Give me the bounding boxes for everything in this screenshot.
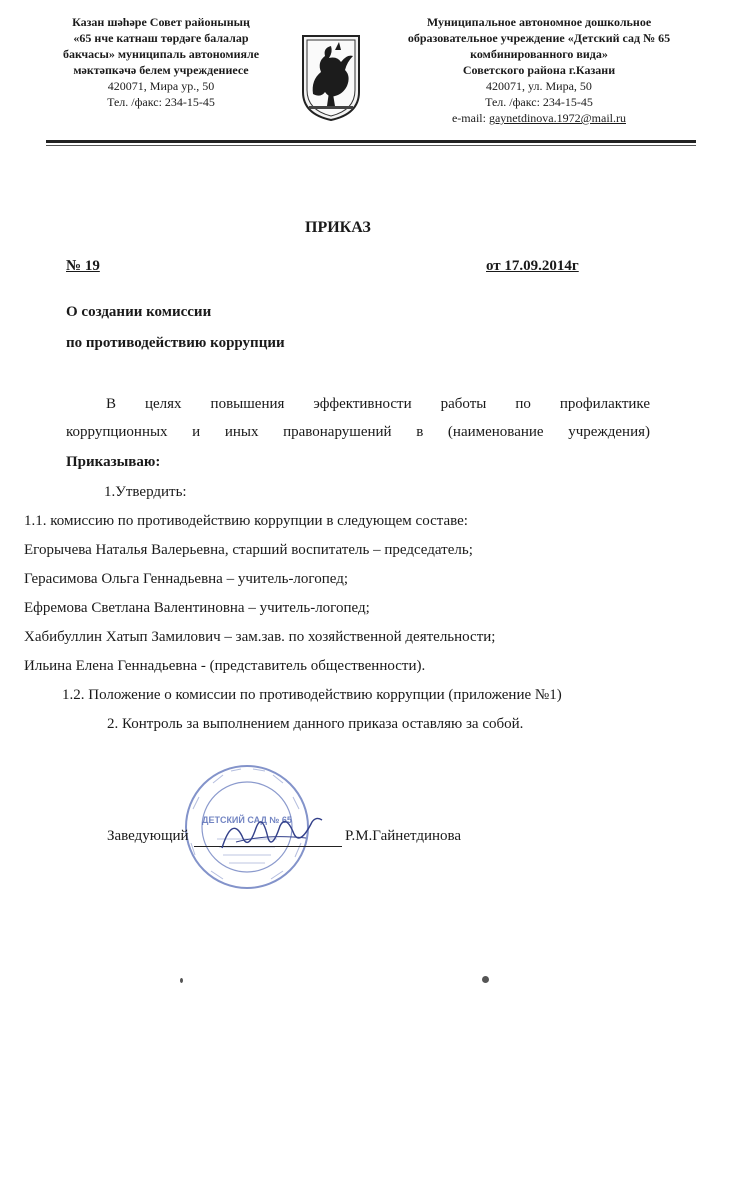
order-word: Приказываю:	[66, 454, 161, 470]
header-left-line1: Казан шәһәре Совет районының	[72, 15, 250, 29]
header-right-address: 420071, ул. Мира, 50	[486, 79, 592, 93]
item-1: 1.Утвердить:	[104, 484, 187, 500]
item-1-2: 1.2. Положение о комиссии по противодействию коррупции (приложение №1)	[62, 687, 562, 703]
commission-member: Ильина Елена Геннадьевна - (представитель общественности).	[24, 658, 426, 674]
order-date: от 17.09.2014г	[486, 258, 579, 274]
email-label: e-mail:	[451, 111, 489, 125]
signatory-name: Р.М.Гайнетдинова	[345, 828, 462, 844]
commission-member: Егорычева Наталья Валерьевна, старший воспитатель – председатель;	[24, 542, 473, 558]
subject-line-2: по противодействию коррупции	[66, 335, 285, 351]
header-right-email-row	[400, 110, 678, 126]
header-left-line3: бакчасы» муниципаль автономияле	[62, 47, 260, 61]
item-2: 2. Контроль за выполнением данного приказа оставляю за собой.	[107, 716, 524, 732]
header-right-line3: комбинированного вида»	[470, 47, 608, 61]
header-left	[46, 14, 276, 110]
header-left-phone: Тел. /факс: 234-15-45	[107, 95, 215, 109]
document-title: ПРИКАЗ	[305, 219, 371, 236]
order-number: № 19	[66, 258, 100, 274]
header-right-phone: Тел. /факс: 234-15-45	[485, 95, 593, 109]
subject-line-1: О создании комиссии	[66, 304, 212, 320]
email-link[interactable]: gaynetdinova.1972@mail.ru	[488, 111, 626, 125]
header-left-line2: «65 нче катнаш төрдәге балалар	[73, 31, 249, 45]
commission-member: Ефремова Светлана Валентиновна – учитель-логопед;	[24, 600, 370, 616]
preamble-line-2: коррупционных и иных правонарушений в (наименование учреждения)	[66, 424, 650, 440]
header-right-line2: образовательное учреждение «Детский сад № 65	[407, 31, 671, 45]
commission-member: Герасимова Ольга Геннадьевна – учитель-логопед;	[24, 571, 348, 587]
scan-speck	[180, 978, 183, 983]
scan-speck	[482, 976, 489, 983]
handwritten-signature	[216, 808, 326, 858]
commission-member: Хабибуллин Хатып Замилович – зам.зав. по хозяйственной деятельности;	[24, 629, 496, 645]
header-left-line4: мәктәпкәчә белем учреждениесе	[73, 63, 249, 77]
signature-title: Заведующий	[107, 828, 189, 844]
header-right	[400, 14, 678, 126]
item-1-1: 1.1. комиссию по противодействию коррупции в следующем составе:	[24, 513, 468, 529]
header-divider-thick	[46, 140, 696, 143]
header-right-line4: Советского района г.Казани	[462, 63, 616, 77]
preamble-line-1: В целях повышения эффективности работы по профилактике	[106, 396, 650, 412]
stamp-center-text: ДЕТСКИЙ САД № 65	[202, 815, 292, 825]
header-divider-thin	[46, 145, 696, 146]
header-left-address: 420071, Мира ур., 50	[107, 79, 215, 93]
kazan-emblem-icon	[299, 32, 363, 122]
header-right-line1: Муниципальное автономное дошкольное	[426, 15, 652, 29]
